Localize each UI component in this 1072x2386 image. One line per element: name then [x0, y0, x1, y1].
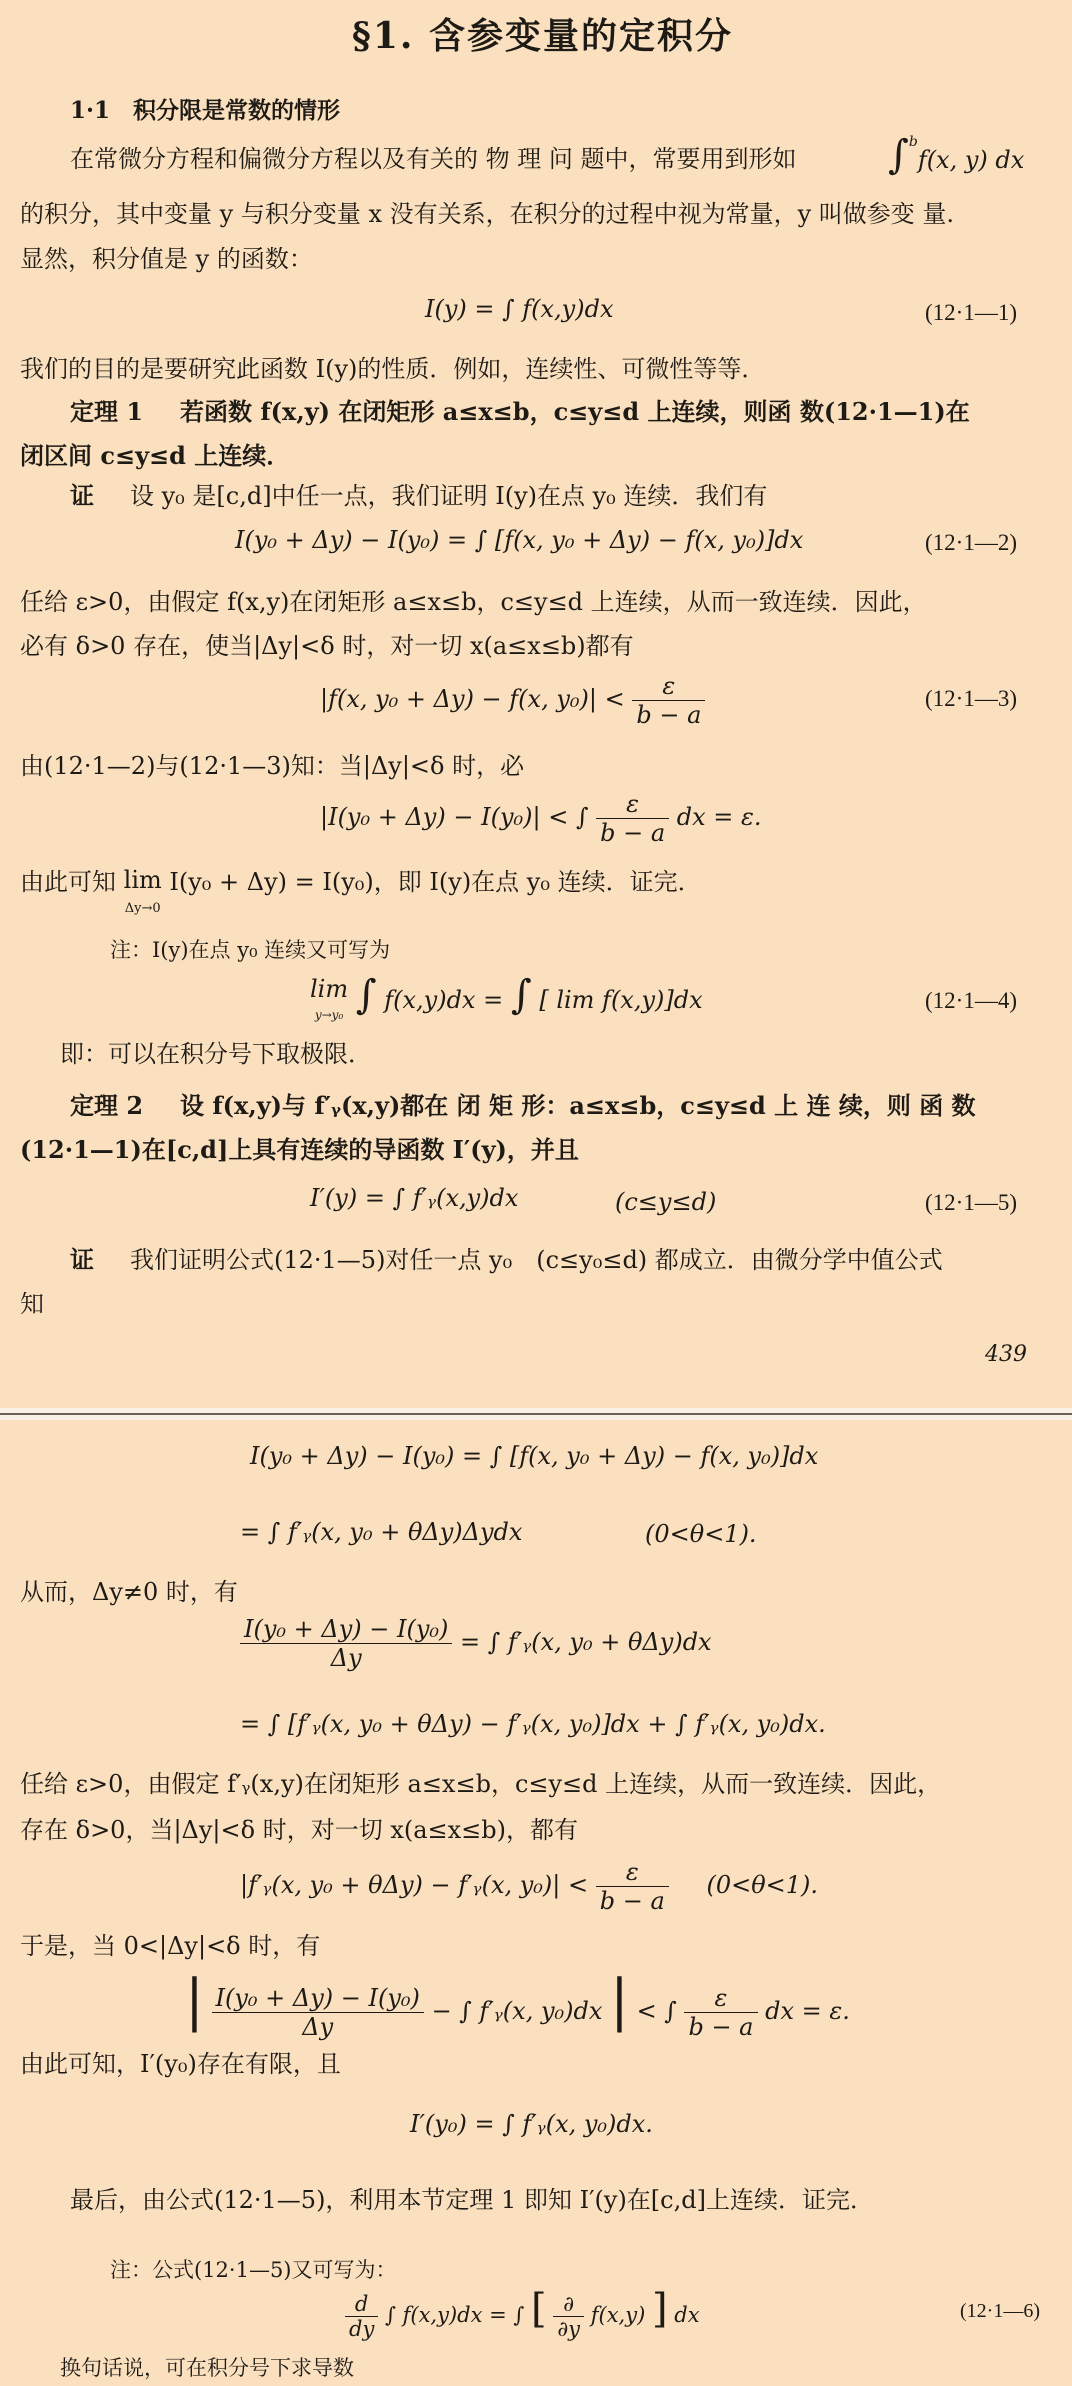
fraction-denominator: b − a	[600, 819, 666, 847]
page-number: 439	[985, 1342, 1027, 1367]
equation-text: [ lim f(x,y)]dx	[539, 986, 703, 1014]
equation-number: (12·1—3)	[925, 686, 1017, 711]
equation-text: dx = ε.	[676, 803, 762, 831]
paragraph-line: 我们证明公式(12·1—5)对任一点 y₀ (c≤y₀≤d) 都成立．由微分学中值公式	[130, 1246, 943, 1274]
equation-text: |f′ᵧ(x, y₀ + θΔy) − f′ᵧ(x, y₀)| <	[240, 1871, 589, 1899]
fraction	[596, 790, 669, 847]
bracket-left: [	[531, 2286, 547, 2332]
equation: I(y₀ + Δy) − I(y₀) = ∫ [f(x, y₀ + Δy) − f(x, y₀)]dx	[235, 526, 804, 554]
paragraph-line: 即：可以在积分号下取极限．	[60, 1040, 372, 1068]
equation	[320, 790, 762, 847]
equation	[320, 672, 705, 729]
equation: = ∫ f′ᵧ(x, y₀ + θΔy)Δydx	[240, 1518, 523, 1546]
equation: I′(y₀) = ∫ f′ᵧ(x, y₀)dx.	[410, 2110, 653, 2138]
abs-bar-right: |	[610, 1968, 629, 2033]
equation-text: |I(y₀ + Δy) − I(y₀)| < ∫	[320, 803, 589, 831]
equation-number: (12·1—4)	[925, 988, 1017, 1013]
fraction	[632, 672, 705, 729]
paragraph-line: 从而，Δy≠0 时，有	[20, 1578, 238, 1606]
fraction	[684, 1984, 757, 2041]
text: I(y₀ + Δy) = I(y₀)，即 I(y)在点 y₀ 连续．证完．	[169, 868, 702, 896]
note: 注：I(y)在点 y₀ 连续又可写为	[110, 938, 391, 962]
proof-label: 证	[70, 481, 94, 510]
equation-text: = ∫ f′ᵧ(x, y₀ + θΔy)dx	[460, 1628, 712, 1656]
fraction	[212, 1984, 424, 2041]
fraction	[596, 1858, 669, 1915]
equation	[240, 1615, 712, 1672]
limit-expression	[124, 868, 162, 921]
fraction	[553, 2292, 584, 2341]
paragraph-line: 任给 ε>0，由假定 f(x,y)在闭矩形 a≤x≤b，c≤y≤d 上连续，从而一致连续．因此，	[20, 588, 927, 616]
inline-integral	[888, 132, 1024, 178]
paragraph-line: 显然，积分值是 y 的函数：	[20, 245, 313, 273]
paragraph-line: 的积分，其中变量 y 与积分变量 x 没有关系，在积分的过程中视为常量，y 叫做参变 量.	[20, 200, 955, 228]
integral-sign-icon: ∫	[355, 972, 377, 1018]
note: 换句话说，可在积分号下求导数	[60, 2356, 354, 2380]
theorem-text: (12·1—1)在[c,d]上具有连续的导函数 I′(y)，并且	[20, 1135, 579, 1164]
bracket-right: ]	[651, 2286, 668, 2332]
equation	[345, 2286, 700, 2341]
fraction	[240, 1615, 452, 1672]
fraction-numerator: ε	[684, 1984, 757, 2013]
fraction-denominator: b − a	[599, 1887, 665, 1915]
equation	[240, 1858, 818, 1915]
paragraph-line: 存在 δ>0，当|Δy|<δ 时，对一切 x(a≤x≤b)，都有	[20, 1816, 579, 1844]
fraction-denominator: Δy	[302, 2013, 334, 2041]
equation-condition: (0<θ<1).	[706, 1871, 819, 1899]
equation-text: ∫ f(x,y)dx = ∫	[385, 2303, 525, 2327]
paragraph-line: 在常微分方程和偏微分方程以及有关的 物 理 问 题中，常要用到形如	[70, 145, 797, 173]
fraction-numerator: I(y₀ + Δy) − I(y₀)	[240, 1615, 452, 1644]
theorem-text: 设 f(x,y)与 f′ᵧ(x,y)都在 闭 矩 形：a≤x≤b，c≤y≤d 上 连 续，则 函 数	[180, 1091, 976, 1120]
lim-text: lim	[123, 866, 162, 894]
paragraph-line: 设 y₀ 是[c,d]中任一点，我们证明 I(y)在点 y₀ 连续．我们有	[130, 482, 768, 510]
equation-number: (12·1—1)	[925, 300, 1017, 325]
fraction	[345, 2292, 378, 2341]
paragraph-line: 我们的目的是要研究此函数 I(y)的性质．例如，连续性、可微性等等．	[20, 355, 766, 383]
fraction-numerator: ε	[596, 1858, 669, 1887]
equation-number: (12·1—6)	[960, 2300, 1040, 2322]
page-440	[0, 1420, 1072, 2386]
equation-text: dx	[674, 2303, 700, 2327]
proof-label: 证	[70, 1245, 94, 1274]
equation-text: − ∫ f′ᵧ(x, y₀)dx	[431, 1997, 603, 2025]
equation-condition: (c≤y≤d)	[615, 1188, 717, 1216]
paragraph-line: 知	[20, 1290, 44, 1318]
limit-expression: lim y→y₀	[310, 974, 349, 1022]
equation: I(y) = ∫ f(x,y)dx	[425, 295, 614, 323]
fraction-numerator: I(y₀ + Δy) − I(y₀)	[212, 1984, 424, 2013]
fraction-denominator: dy	[349, 2317, 375, 2341]
theorem-label: 定理 1	[70, 397, 144, 426]
equation: I(y₀ + Δy) − I(y₀) = ∫ [f(x, y₀ + Δy) − f(x, y₀)]dx	[250, 1442, 819, 1470]
paragraph-line: 任给 ε>0，由假定 f′ᵧ(x,y)在闭矩形 a≤x≤b，c≤y≤d 上连续，从而一致连续．因此，	[20, 1770, 942, 1798]
equation-text: f(x,y)dx =	[384, 986, 504, 1014]
fraction-numerator: ∂	[553, 2292, 584, 2317]
fraction-denominator: b − a	[688, 2013, 754, 2041]
limit-upper: b	[908, 134, 918, 150]
equation: = ∫ [f′ᵧ(x, y₀ + θΔy) − f′ᵧ(x, y₀)]dx + ∫ f′ᵧ(x, y₀)dx.	[240, 1710, 826, 1738]
paragraph-line: 最后，由公式(12·1—5)，利用本节定理 1 即知 I′(y)在[c,d]上连续．证完．	[70, 2186, 874, 2214]
lim-subscript: Δy→0	[124, 901, 161, 916]
equation-text: < ∫	[636, 1997, 677, 2025]
paragraph-line	[20, 868, 702, 921]
fraction-numerator: ε	[596, 790, 669, 819]
inline-integrand: f(x, y) dx	[917, 146, 1025, 174]
fraction-denominator: ∂y	[557, 2317, 581, 2341]
fraction-numerator: ε	[632, 672, 705, 701]
integral-sign-icon: ∫	[888, 132, 909, 178]
equation	[185, 1968, 850, 2041]
fraction-denominator: b − a	[636, 701, 702, 729]
equation-text: f(x,y)	[590, 2303, 646, 2327]
paragraph-line: 于是，当 0<|Δy|<δ 时，有	[20, 1932, 321, 1960]
text: 由此可知	[20, 868, 116, 896]
paragraph-line: 由(12·1—2)与(12·1—3)知：当|Δy|<δ 时，必	[20, 752, 525, 780]
equation-condition: (0<θ<1).	[645, 1520, 757, 1548]
equation-number: (12·1—5)	[925, 1190, 1017, 1215]
section-title: §1. 含参变量的定积分	[352, 15, 733, 57]
equation-text: |f(x, y₀ + Δy) − f(x, y₀)| <	[320, 685, 625, 713]
note: 注：公式(12·1—5)又可写为：	[110, 2258, 397, 2282]
paragraph-line: 由此可知，I′(y₀)存在有限，且	[20, 2050, 341, 2078]
lim-subscript: y→y₀	[314, 1007, 344, 1022]
fraction-denominator: Δy	[330, 1644, 362, 1672]
theorem-text: 若函数 f(x,y) 在闭矩形 a≤x≤b，c≤y≤d 上连续，则函 数(12·1—1)在	[180, 397, 970, 426]
page-divider	[0, 1408, 1072, 1420]
subsection-heading: 1·1 积分限是常数的情形	[70, 97, 341, 124]
equation-text: dx = ε.	[765, 1997, 850, 2025]
equation-number: (12·1—2)	[925, 530, 1017, 555]
paragraph-line: 必有 δ>0 存在，使当|Δy|<δ 时，对一切 x(a≤x≤b)都有	[20, 632, 634, 660]
equation: I′(y) = ∫ f′ᵧ(x,y)dx	[310, 1184, 519, 1212]
integral-sign-icon: ∫	[510, 972, 532, 1018]
theorem-label: 定理 2	[70, 1091, 144, 1120]
abs-bar-left: |	[185, 1968, 204, 2033]
fraction-numerator: d	[345, 2292, 378, 2317]
equation	[310, 972, 703, 1026]
theorem-text: 闭区间 c≤y≤d 上连续．	[20, 441, 291, 470]
